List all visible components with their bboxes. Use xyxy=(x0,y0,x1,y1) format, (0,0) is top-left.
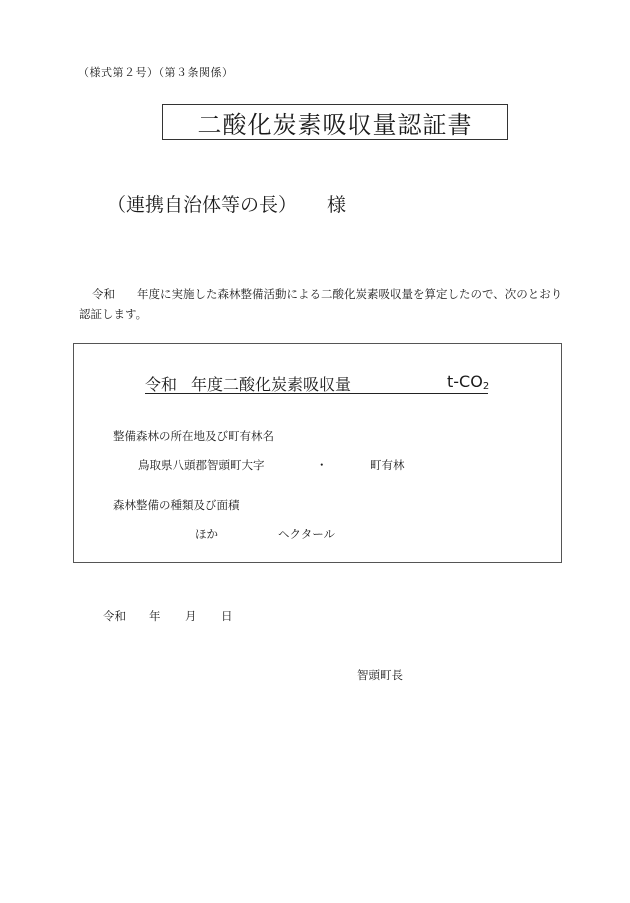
body-text-line-2: 認証します。 xyxy=(79,307,148,321)
absorption-label: 年度二酸化炭素吸収量 xyxy=(191,375,352,394)
title-box xyxy=(162,104,508,140)
date-month: 月 xyxy=(185,609,197,623)
hectare-unit: ヘクタール xyxy=(278,527,336,541)
forest-address: 鳥取県八頭郡智頭町大字 xyxy=(138,458,265,472)
date-era: 令和 xyxy=(103,609,126,623)
town-forest-label: 町有林 xyxy=(370,458,405,472)
address-separator: ・ xyxy=(316,458,328,472)
date-day: 日 xyxy=(221,609,233,623)
location-label: 整備森林の所在地及び町有林名 xyxy=(113,429,274,443)
other-label: ほか xyxy=(195,527,218,541)
date-year: 年 xyxy=(149,609,161,623)
issuer-name: 智頭町長 xyxy=(357,668,403,682)
body-era: 令和 xyxy=(92,287,115,301)
absorption-underline xyxy=(145,393,488,394)
recipient-honorific: 様 xyxy=(327,194,347,216)
recipient-name: （連携自治体等の長） xyxy=(107,194,298,216)
maintenance-type-label: 森林整備の種類及び面積 xyxy=(113,498,240,512)
form-reference: （様式第２号）（第３条関係） xyxy=(78,66,234,79)
recipient-line xyxy=(107,190,346,217)
document-title: 二酸化炭素吸収量認証書 xyxy=(197,110,473,139)
absorption-era: 令和 xyxy=(145,375,178,394)
body-text-line-1 xyxy=(92,286,562,302)
absorption-amount-line xyxy=(145,372,351,395)
co2-unit: $t-CO_2$ xyxy=(447,372,490,392)
body-text-rest: 年度に実施した森林整備活動による二酸化炭素吸収量を算定したので、次のとおり xyxy=(137,287,563,301)
